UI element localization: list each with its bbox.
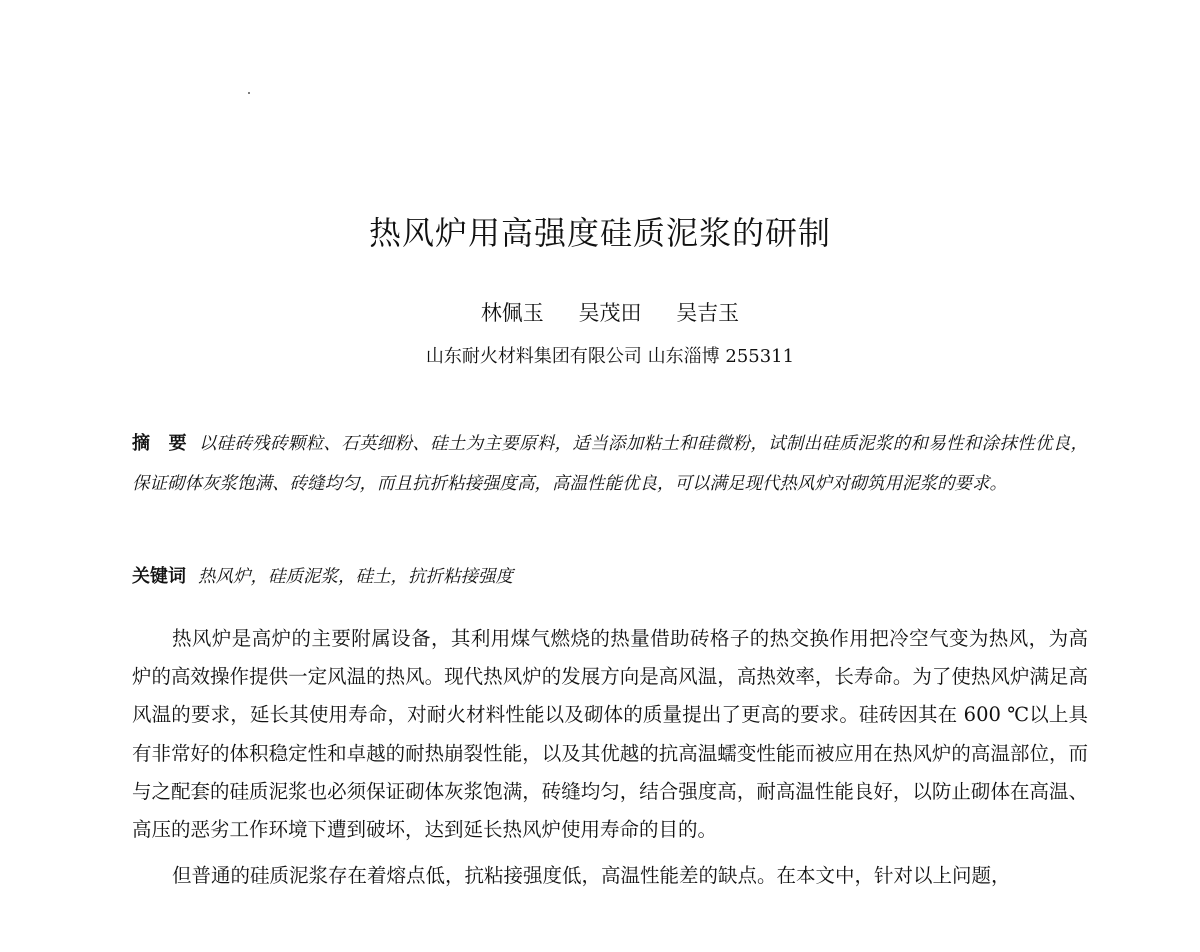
author-name: 吴吉玉 (676, 301, 740, 325)
body-paragraph: 热风炉是高炉的主要附属设备，其利用煤气燃烧的热量借助砖格子的热交换作用把冷空气变为热风，为高炉的高效操作提供一定风温的热风。现代热风炉的发展方向是高风温，高热效率，长寿命。为了使热风炉满足高风温的要求，延长其使用寿命，对耐火材料性能以及砌体的质量提出了更高的要求。硅砖因其在 600 ℃以上具有非常好的体积稳定性和卓越的耐热崩裂性能，以及其优越的抗高温蠕变性能而被应用在热风炉的高温部位，而与之配套的硅质泥浆也必须保证砌体灰浆饱满，砖缝均匀，结合强度高，耐高温性能良好，以防止砌体在高温、高压的恶劣工作环境下遭到破坏，达到延长热风炉使用寿命的目的。 (132, 627, 1088, 842)
abstract-text: 以硅砖残砖颗粒、石英细粉、硅土为主要原料，适当添加粘土和硅微粉，试制出硅质泥浆的和易性和涂抹性优良，保证砌体灰浆饱满、砖缝均匀，而且抗折粘接强度高，高温性能优良，可以满足现代热风炉对砌筑用泥浆的要求。 (132, 434, 1089, 494)
author-list (0, 297, 1200, 327)
author-name: 吴茂田 (578, 301, 642, 325)
paper-title: 热风炉用高强度硅质泥浆的研制 (368, 214, 831, 252)
body-paragraph: 但普通的硅质泥浆存在着熔点低，抗粘接强度低，高温性能差的缺点。在本文中，针对以上问题， (172, 864, 1011, 888)
author-name: 林佩玉 (480, 301, 544, 325)
abstract-label: 摘 要 (132, 433, 187, 454)
body-text (132, 620, 1088, 895)
keywords-text: 热风炉，硅质泥浆，硅土，抗折粘接强度 (198, 567, 513, 587)
author-affiliation: 山东耐火材料集团有限公司 山东淄博 255311 (425, 346, 795, 367)
scan-speck (248, 92, 250, 94)
keywords-label: 关键词 (132, 566, 186, 587)
keywords (132, 562, 1088, 592)
abstract (132, 424, 1088, 504)
